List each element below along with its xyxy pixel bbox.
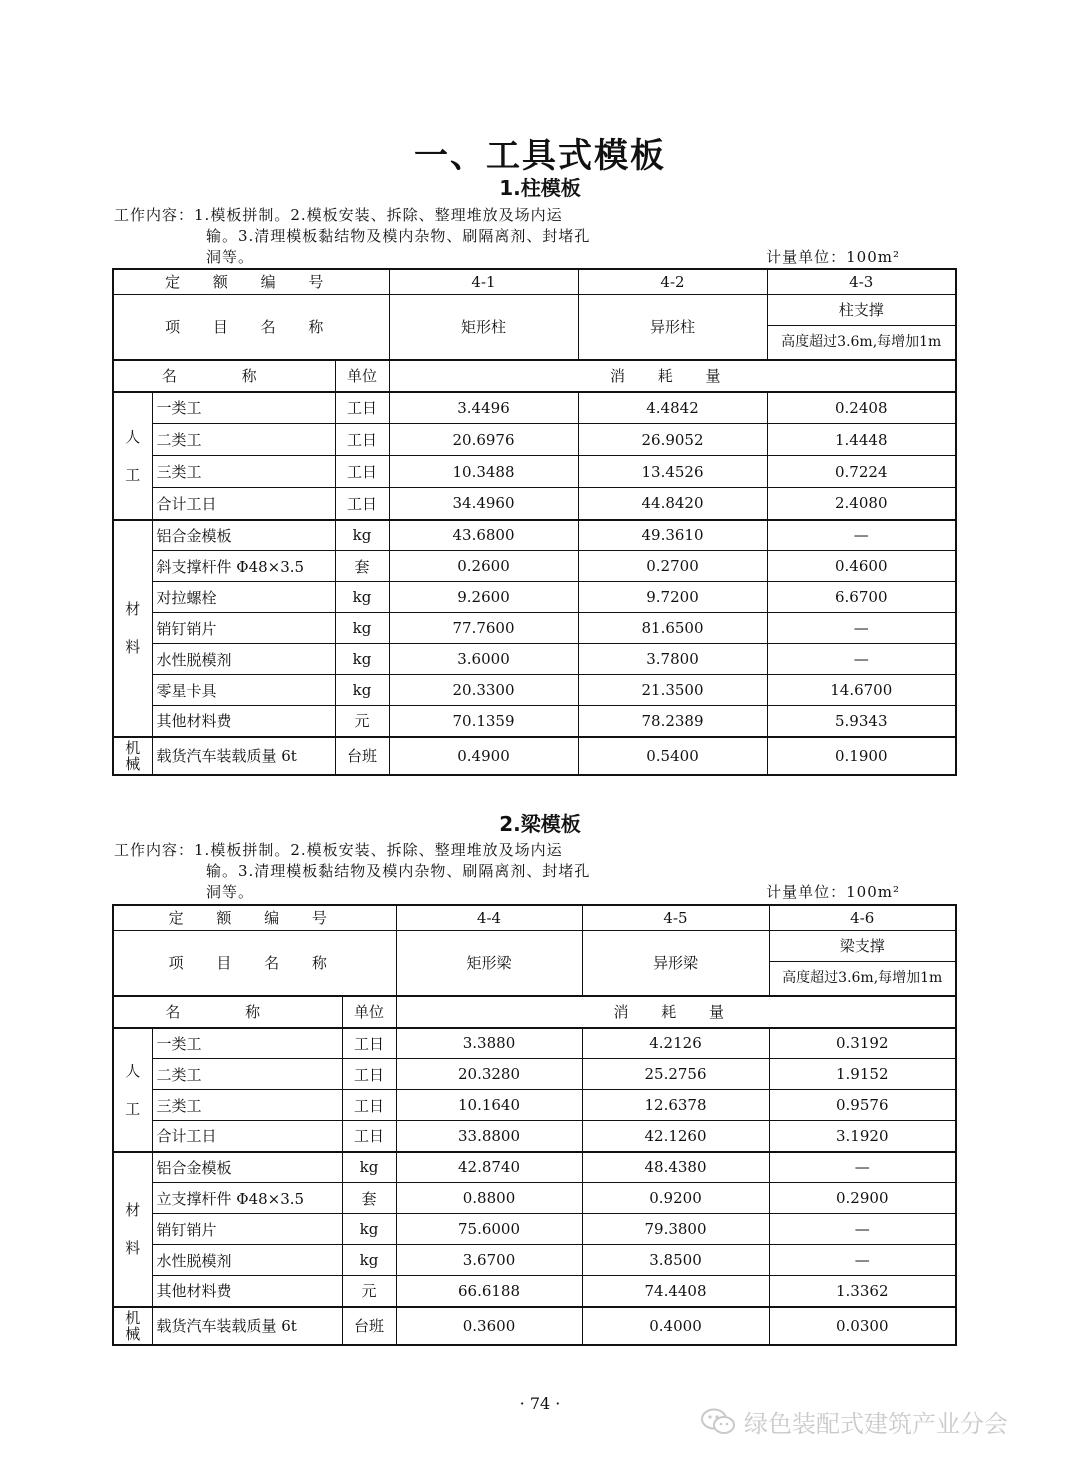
quota-table	[112, 268, 957, 776]
row-value: 0.2700	[578, 551, 767, 582]
row-name: 其他材料费	[152, 1276, 342, 1307]
row-name: 三类工	[152, 456, 335, 488]
row-name: 合计工日	[152, 1121, 342, 1152]
row-value: 3.8500	[582, 1245, 769, 1276]
row-name: 载货汽车装载质量 6t	[152, 1307, 342, 1345]
row-name: 水性脱模剂	[152, 1245, 342, 1276]
watermark-text: 绿色装配式建筑产业分会	[744, 1410, 1008, 1438]
work-label: 工作内容：	[114, 206, 195, 224]
row-unit: 工日	[342, 1059, 396, 1090]
row-unit: 台班	[342, 1307, 396, 1345]
row-value: 34.4960	[389, 488, 578, 520]
row-name: 合计工日	[152, 488, 335, 520]
row-unit: kg	[335, 675, 389, 706]
row-name: 立支撑杆件 Φ48×3.5	[152, 1183, 342, 1214]
row-value: —	[767, 520, 956, 551]
row-value: 1.9152	[769, 1059, 956, 1090]
row-value: 20.6976	[389, 424, 578, 456]
row-value: 10.1640	[396, 1090, 582, 1121]
work-content	[114, 205, 590, 268]
row-value: 42.8740	[396, 1152, 582, 1183]
row-value: 43.6800	[389, 520, 578, 551]
work-line: 洞等。	[206, 248, 255, 266]
row-unit: 工日	[342, 1090, 396, 1121]
row-name: 零星卡具	[152, 675, 335, 706]
row-value: 0.7224	[767, 456, 956, 488]
row-value: 78.2389	[578, 706, 767, 737]
quota-label: 定 额 编 号	[113, 269, 389, 294]
unit-header: 单位	[335, 360, 389, 392]
row-value: 77.7600	[389, 613, 578, 644]
row-name: 载货汽车装载质量 6t	[152, 737, 335, 775]
row-value: 44.8420	[578, 488, 767, 520]
work-line: 1.模板拼制。2.模板安装、拆除、整理堆放及场内运	[194, 206, 563, 224]
row-name: 铝合金模板	[152, 1152, 342, 1183]
row-value: 0.3192	[769, 1028, 956, 1059]
quota-code: 4-2	[578, 269, 767, 294]
row-unit: 元	[342, 1276, 396, 1307]
row-value: 42.1260	[582, 1121, 769, 1152]
row-value: 3.4496	[389, 392, 578, 424]
section-title: 1.柱模板	[499, 176, 581, 200]
quota-label: 定 额 编 号	[113, 905, 396, 930]
work-line: 输。3.清理模板黏结物及模内杂物、刷隔离剂、封堵孔	[206, 227, 591, 245]
row-value: 5.9343	[767, 706, 956, 737]
item-name-bottom: 高度超过3.6m,每增加1m	[781, 333, 942, 350]
row-value: 74.4408	[582, 1276, 769, 1307]
row-value: 26.9052	[578, 424, 767, 456]
quota-code: 4-3	[767, 269, 956, 294]
item-name-top: 柱支撑	[768, 295, 956, 326]
row-value: 6.6700	[767, 582, 956, 613]
row-value: 49.3610	[578, 520, 767, 551]
row-value: 3.6700	[396, 1245, 582, 1276]
measure-unit: 计量单位：100m²	[766, 883, 900, 901]
section-title: 2.梁模板	[499, 812, 581, 836]
row-name: 水性脱模剂	[152, 644, 335, 675]
consumption-header: 消 耗 量	[389, 360, 956, 392]
row-value: 0.9576	[769, 1090, 956, 1121]
quota-code: 4-1	[389, 269, 578, 294]
item-label: 项 目 名 称	[113, 930, 396, 996]
row-value: 20.3280	[396, 1059, 582, 1090]
row-value: 0.4900	[389, 737, 578, 775]
row-value: 0.5400	[578, 737, 767, 775]
row-value: 48.4380	[582, 1152, 769, 1183]
watermark	[700, 1404, 1008, 1439]
row-value: 9.7200	[578, 582, 767, 613]
row-value: —	[767, 613, 956, 644]
row-value: 0.2408	[767, 392, 956, 424]
row-unit: 工日	[335, 392, 389, 424]
row-name: 二类工	[152, 424, 335, 456]
row-value: 0.4600	[767, 551, 956, 582]
quota-code: 4-6	[769, 905, 956, 930]
item-name-split	[767, 294, 956, 360]
row-value: 0.3600	[396, 1307, 582, 1345]
row-value: —	[767, 644, 956, 675]
row-value: 0.2600	[389, 551, 578, 582]
row-name: 二类工	[152, 1059, 342, 1090]
row-value: 21.3500	[578, 675, 767, 706]
row-name: 铝合金模板	[152, 520, 335, 551]
work-line: 洞等。	[206, 883, 255, 901]
row-unit: kg	[335, 582, 389, 613]
row-value: 3.3880	[396, 1028, 582, 1059]
row-value: 20.3300	[389, 675, 578, 706]
group-label-machinery: 机 械	[113, 1307, 152, 1345]
row-name: 斜支撑杆件 Φ48×3.5	[152, 551, 335, 582]
row-value: —	[769, 1214, 956, 1245]
row-value: 66.6188	[396, 1276, 582, 1307]
row-value: 14.6700	[767, 675, 956, 706]
row-value: 0.2900	[769, 1183, 956, 1214]
row-value: 25.2756	[582, 1059, 769, 1090]
quota-code: 4-4	[396, 905, 582, 930]
item-name: 矩形梁	[396, 930, 582, 996]
consumption-header: 消 耗 量	[396, 996, 956, 1028]
row-unit: kg	[342, 1214, 396, 1245]
row-unit: 套	[335, 551, 389, 582]
unit-header: 单位	[342, 996, 396, 1028]
quota-table	[112, 904, 957, 1346]
row-value: —	[769, 1245, 956, 1276]
page-title: 一、工具式模板	[414, 136, 666, 176]
row-value: 3.1920	[769, 1121, 956, 1152]
item-label: 项 目 名 称	[113, 294, 389, 360]
row-unit: 工日	[335, 488, 389, 520]
item-name: 矩形柱	[389, 294, 578, 360]
row-name: 对拉螺栓	[152, 582, 335, 613]
row-value: 1.4448	[767, 424, 956, 456]
row-unit: 套	[342, 1183, 396, 1214]
work-label: 工作内容：	[114, 841, 195, 859]
row-value: 2.4080	[767, 488, 956, 520]
work-line: 输。3.清理模板黏结物及模内杂物、刷隔离剂、封堵孔	[206, 862, 591, 880]
group-label-material: 材 料	[113, 1152, 152, 1307]
row-value: 0.8800	[396, 1183, 582, 1214]
row-value: 33.8800	[396, 1121, 582, 1152]
name-header: 名 称	[113, 996, 342, 1028]
row-unit: kg	[342, 1152, 396, 1183]
row-value: 12.6378	[582, 1090, 769, 1121]
row-value: 0.1900	[767, 737, 956, 775]
row-name: 其他材料费	[152, 706, 335, 737]
item-name: 异形梁	[582, 930, 769, 996]
row-value: 3.7800	[578, 644, 767, 675]
row-value: 70.1359	[389, 706, 578, 737]
row-unit: 工日	[335, 456, 389, 488]
row-value: 81.6500	[578, 613, 767, 644]
item-name-top: 梁支撑	[770, 931, 956, 962]
row-value: 13.4526	[578, 456, 767, 488]
group-label-labor: 人 工	[113, 392, 152, 520]
row-name: 销钉销片	[152, 1214, 342, 1245]
wechat-icon	[700, 1407, 736, 1437]
row-unit: kg	[335, 644, 389, 675]
group-label-material: 材 料	[113, 520, 152, 737]
row-unit: kg	[342, 1245, 396, 1276]
row-value: 10.3488	[389, 456, 578, 488]
row-unit: 工日	[342, 1028, 396, 1059]
name-header: 名 称	[113, 360, 335, 392]
quota-code: 4-5	[582, 905, 769, 930]
row-unit: 工日	[342, 1121, 396, 1152]
group-label-labor: 人 工	[113, 1028, 152, 1152]
row-unit: 台班	[335, 737, 389, 775]
row-name: 销钉销片	[152, 613, 335, 644]
row-value: 79.3800	[582, 1214, 769, 1245]
row-value: —	[769, 1152, 956, 1183]
row-value: 3.6000	[389, 644, 578, 675]
item-name: 异形柱	[578, 294, 767, 360]
row-unit: 元	[335, 706, 389, 737]
page-number: · 74 ·	[519, 1394, 561, 1413]
row-value: 0.4000	[582, 1307, 769, 1345]
row-name: 三类工	[152, 1090, 342, 1121]
row-value: 0.9200	[582, 1183, 769, 1214]
row-value: 75.6000	[396, 1214, 582, 1245]
measure-unit: 计量单位：100m²	[766, 248, 900, 266]
row-unit: 工日	[335, 424, 389, 456]
row-name: 一类工	[152, 1028, 342, 1059]
row-value: 4.4842	[578, 392, 767, 424]
group-label-machinery: 机 械	[113, 737, 152, 775]
row-value: 1.3362	[769, 1276, 956, 1307]
row-unit: kg	[335, 613, 389, 644]
item-name-split	[769, 930, 956, 996]
item-name-bottom: 高度超过3.6m,每增加1m	[782, 969, 943, 986]
row-unit: kg	[335, 520, 389, 551]
row-value: 9.2600	[389, 582, 578, 613]
work-content	[114, 840, 590, 903]
row-name: 一类工	[152, 392, 335, 424]
work-line: 1.模板拼制。2.模板安装、拆除、整理堆放及场内运	[194, 841, 563, 859]
row-value: 0.0300	[769, 1307, 956, 1345]
row-value: 4.2126	[582, 1028, 769, 1059]
